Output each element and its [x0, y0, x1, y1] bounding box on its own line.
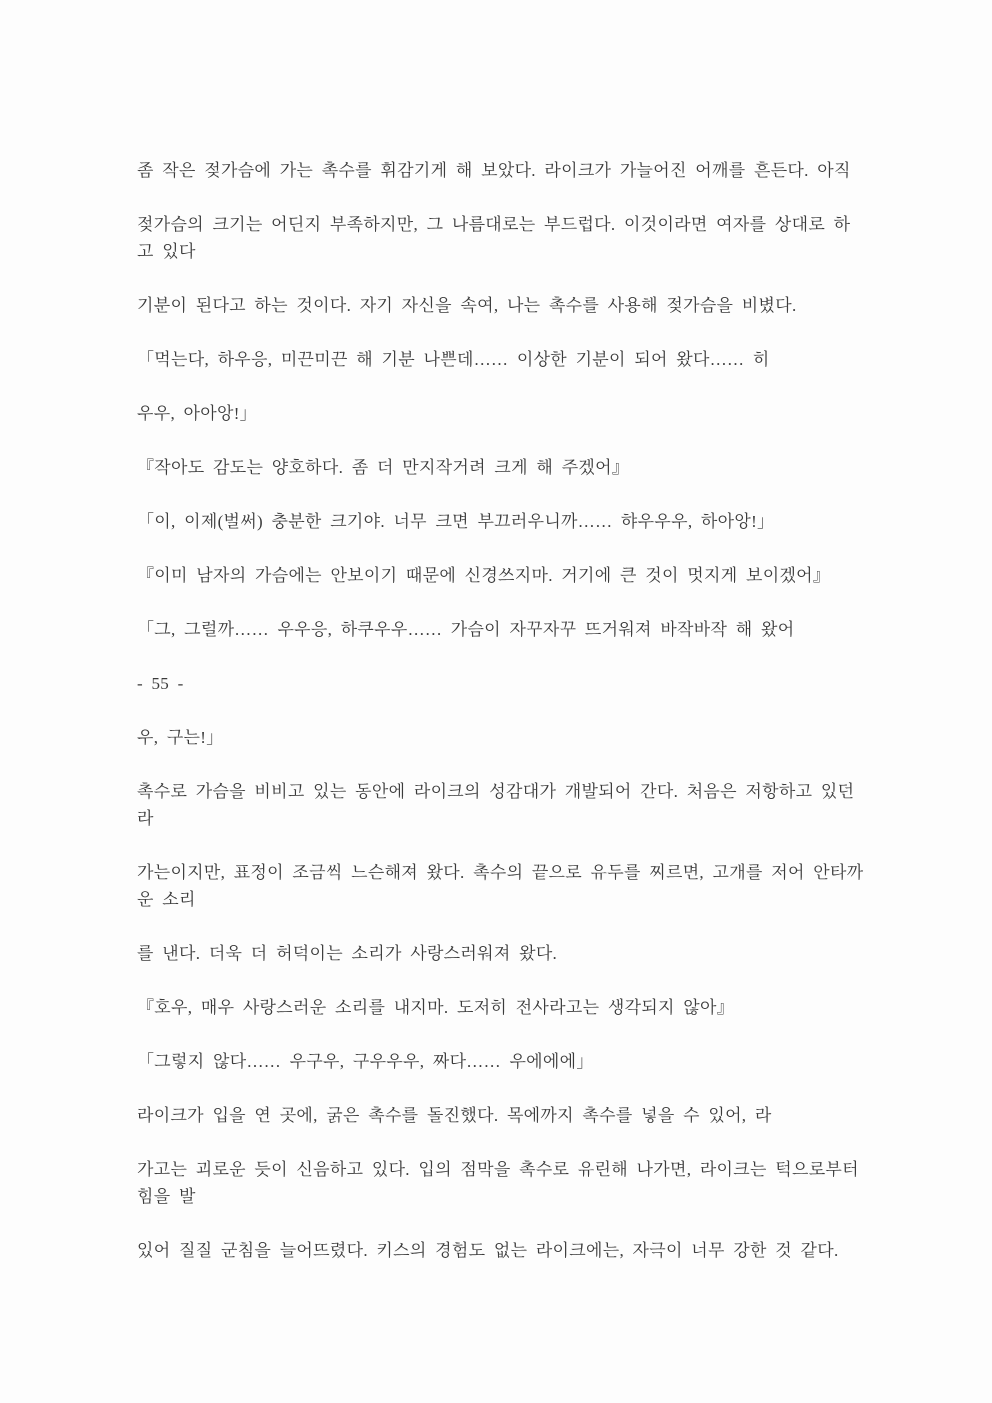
text-line: 우, 구는!」: [137, 728, 224, 747]
paragraph: [137, 400, 872, 427]
paragraph: [137, 778, 872, 832]
text-line: 『작아도 감도는 양호하다. 좀 더 만지작거려 크게 해 주겠어』: [137, 458, 630, 477]
text-line: 를 낸다. 더욱 더 허덕이는 소리가 사랑스러워져 왔다.: [137, 944, 558, 963]
text-line: 라: [137, 809, 154, 828]
text-line: 「먹는다, 하우응, 미끈미끈 해 기분 나쁜데…… 이상한 기분이 되어 왔다…… 히: [137, 350, 770, 369]
paragraph: [137, 508, 872, 535]
paragraph: [137, 346, 872, 373]
text-line: 좀 작은 젖가슴에 가는 촉수를 휘감기게 해 보았다. 라이크가 가늘어진 어깨를 흔든다. 아직: [137, 161, 851, 180]
text-line: 고 있다: [137, 242, 196, 261]
page-number: [137, 670, 872, 697]
text-line: 『호우, 매우 사랑스러운 소리를 내지마. 도저히 전사라고는 생각되지 않아』: [137, 998, 735, 1017]
text-line: 『이미 남자의 가슴에는 안보이기 때문에 신경쓰지마. 거기에 큰 것이 멋지게 보이겠어』: [137, 566, 831, 585]
text-line: 「그렇지 않다…… 우구우, 구우우우, 짜다…… 우에에에」: [137, 1052, 594, 1071]
text-line: 기분이 된다고 하는 것이다. 자기 자신을 속여, 나는 촉수를 사용해 젖가슴을 비볐다.: [137, 296, 797, 315]
text-line: 가는이지만, 표정이 조금씩 느슨해져 왔다. 촉수의 끝으로 유두를 찌르면, 고개를 저어 안타까: [137, 863, 864, 882]
paragraph: [137, 211, 872, 265]
text-line: 힘을 발: [137, 1187, 196, 1206]
text-line: 운 소리: [137, 890, 196, 909]
paragraph: [137, 157, 872, 184]
paragraph: [137, 1237, 872, 1264]
document-body: [137, 157, 872, 1264]
text-line: 가고는 괴로운 듯이 신음하고 있다. 입의 점막을 촉수로 유린해 나가면, 라이크는 턱으로부터: [137, 1160, 859, 1179]
paragraph: [137, 724, 872, 751]
paragraph: [137, 1048, 872, 1075]
paragraph: [137, 292, 872, 319]
page-number-text: - 55 -: [137, 674, 184, 693]
paragraph: [137, 994, 872, 1021]
paragraph: [137, 562, 872, 589]
text-line: 젖가슴의 크기는 어딘지 부족하지만, 그 나름대로는 부드럽다. 이것이라면 여자를 상대로 하: [137, 215, 851, 234]
paragraph: [137, 454, 872, 481]
text-line: 있어 질질 군침을 늘어뜨렸다. 키스의 경험도 없는 라이크에는, 자극이 너무 강한 것 같다.: [137, 1241, 839, 1260]
paragraph: [137, 940, 872, 967]
paragraph: [137, 859, 872, 913]
text-line: 촉수로 가슴을 비비고 있는 동안에 라이크의 성감대가 개발되어 간다. 처음은 저항하고 있던: [137, 782, 855, 801]
text-line: 라이크가 입을 연 곳에, 굵은 촉수를 돌진했다. 목에까지 촉수를 넣을 수 있어, 라: [137, 1106, 772, 1125]
paragraph: [137, 1156, 872, 1210]
text-line: 우우, 아아앙!」: [137, 404, 257, 423]
paragraph: [137, 1102, 872, 1129]
text-line: 「그, 그럴까…… 우우응, 하쿠우우…… 가슴이 자꾸자꾸 뜨거워져 바작바작 해 왔어: [137, 620, 795, 639]
text-line: 「이, 이제(벌써) 충분한 크기야. 너무 크면 부끄러우니까…… 햐우우우, 하아앙!」: [137, 512, 775, 531]
paragraph: [137, 616, 872, 643]
